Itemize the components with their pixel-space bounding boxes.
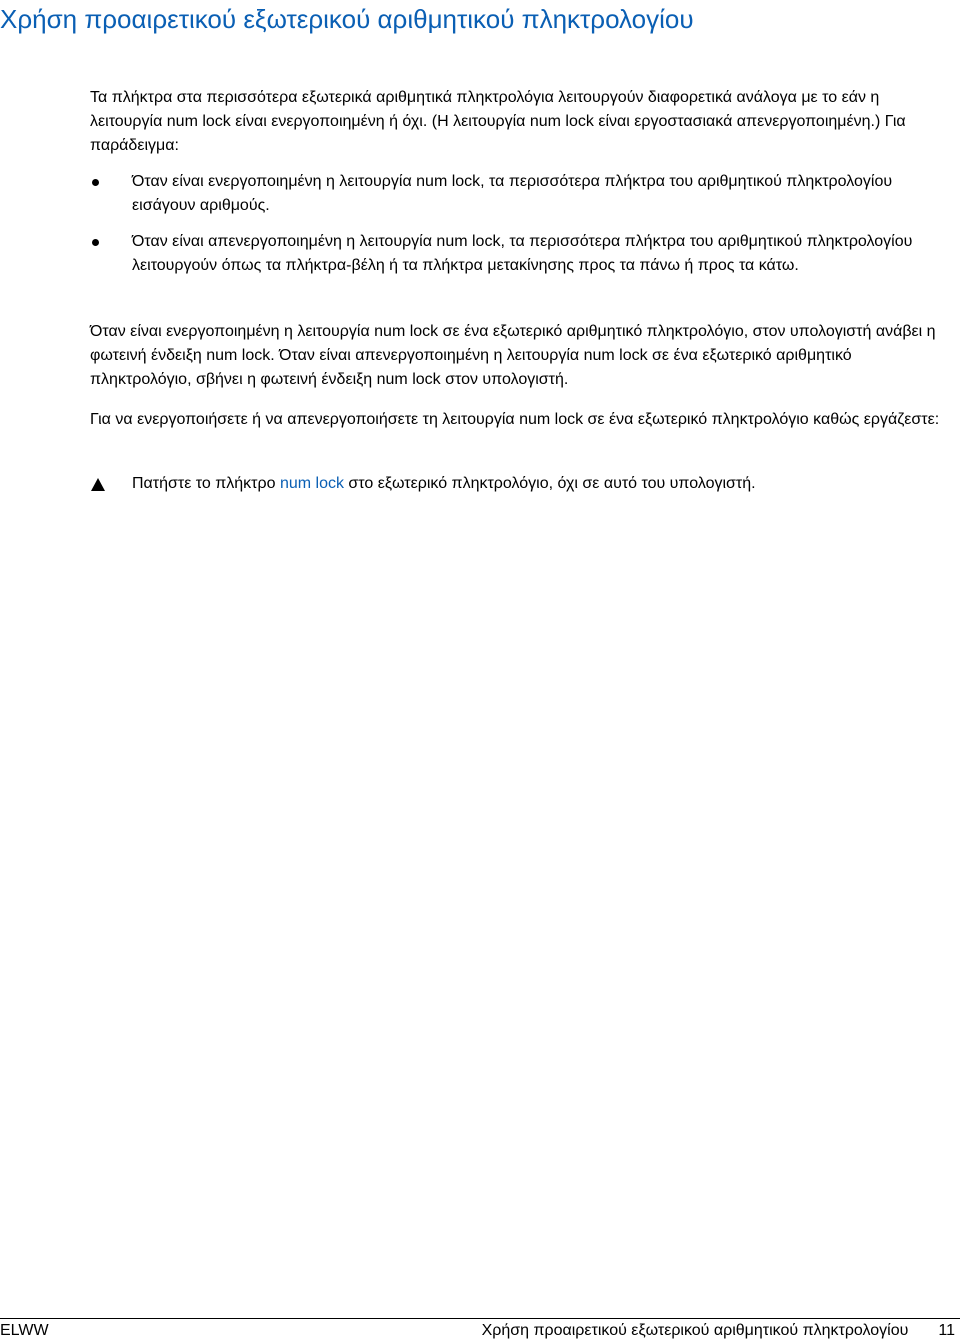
bullet-list (90, 170, 952, 278)
page-title: Χρήση προαιρετικού εξωτερικού αριθμητικού πληκτρολογίου (0, 4, 694, 34)
num-lock-key-label: num lock (279, 475, 344, 492)
list-item (90, 230, 952, 278)
footer-doc-code: ELWW (0, 1322, 49, 1339)
howto-paragraph: Για να ενεργοποιήσετε ή να απενεργοποιήσετε τη λειτουργία num lock σε ένα εξωτερικό πληκτρολόγιο καθώς εργάζεστε: (90, 411, 940, 428)
step-text-after: στο εξωτερικό πληκτρολόγιο, όχι σε αυτό του υπολογιστή. (343, 475, 756, 492)
bullet-dot-icon (92, 179, 99, 186)
bullet-text: Όταν είναι απενεργοποιημένη η λειτουργία num lock, τα περισσότερα πλήκτρα του αριθμητικού πληκτρολογίου λειτουργούν όπως τα πλήκτρα-βέλη ή τα πλήκτρα μετακίνησης προς τα πάνω ή προς τα κάτω. (132, 233, 913, 274)
footer-section-title: Χρήση προαιρετικού εξωτερικού αριθμητικού πληκτρολογίου (481, 1322, 909, 1339)
list-item (90, 170, 952, 218)
intro-paragraph: Τα πλήκτρα στα περισσότερα εξωτερικά αριθμητικά πληκτρολόγια λειτουργούν διαφορετικά ανάλογα με το εάν η λειτουργία num lock είναι ενεργοποιημένη ή όχι. (Η λειτουργία num lock είναι εργοστασιακά απενεργοποιημένη.) Για παράδειγμα: (90, 89, 906, 154)
footer-page-number: 11 (938, 1322, 955, 1339)
step-item (90, 472, 952, 496)
bullet-text: Όταν είναι ενεργοποιημένη η λειτουργία num lock, τα περισσότερα πλήκτρα του αριθμητικού πληκτρολογίου εισάγουν αριθμούς. (132, 173, 893, 214)
indicator-paragraph: Όταν είναι ενεργοποιημένη η λειτουργία num lock σε ένα εξωτερικό αριθμητικό πληκτρολόγιο, στον υπολογιστή ανάβει η φωτεινή ένδειξη num lock. Όταν είναι απενεργοποιημένη η λειτουργία num lock σε ένα εξωτερικό αριθμητικό πληκτρολόγιο, σβήνει η φωτεινή ένδειξη num lock στον υπολογιστή. (90, 323, 936, 388)
step-text-before: Πατήστε το πλήκτρο (132, 475, 280, 492)
page-footer (0, 1318, 960, 1343)
bullet-dot-icon (92, 239, 99, 246)
step-triangle-icon (91, 478, 105, 491)
footer-right (482, 1320, 955, 1342)
